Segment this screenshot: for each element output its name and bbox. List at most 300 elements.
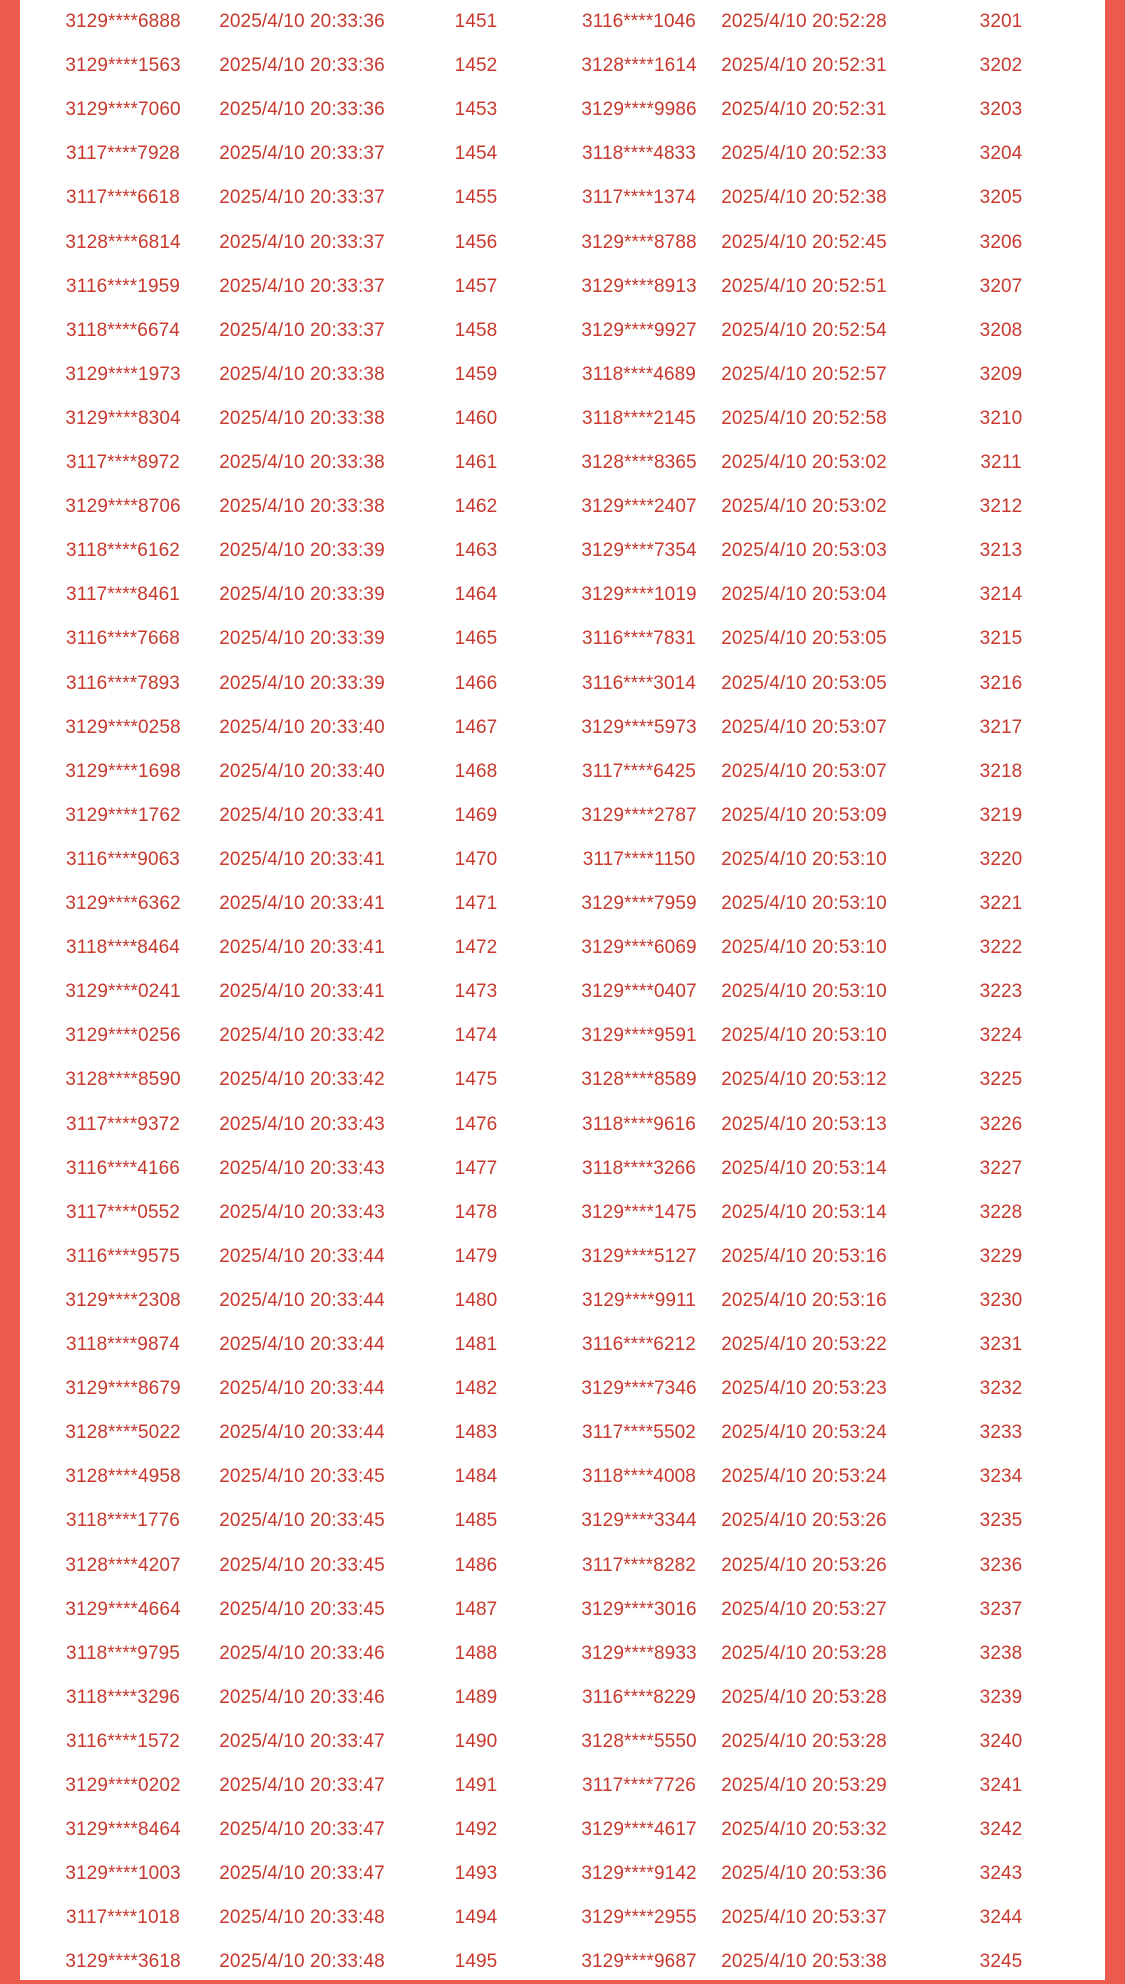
right-timestamp: 2025/4/10 20:52:54 — [721, 319, 887, 341]
left-rank-number: 1456 — [454, 231, 498, 253]
right-rank-number: 3210 — [979, 407, 1023, 429]
right-timestamp: 2025/4/10 20:53:10 — [721, 848, 887, 870]
table-row — [20, 1896, 1105, 1940]
left-masked-id: 3129****8679 — [65, 1378, 181, 1400]
left-rank-number: 1489 — [454, 1686, 498, 1708]
table-row — [20, 44, 1105, 88]
left-masked-id: 3128****6814 — [65, 231, 181, 253]
right-masked-id: 3129****2407 — [581, 496, 697, 518]
left-timestamp: 2025/4/10 20:33:47 — [219, 1730, 385, 1752]
table-row — [20, 1720, 1105, 1764]
left-timestamp: 2025/4/10 20:33:44 — [219, 1334, 385, 1355]
table-row — [20, 1147, 1105, 1191]
left-timestamp: 2025/4/10 20:33:39 — [219, 672, 385, 694]
left-timestamp: 2025/4/10 20:33:36 — [219, 11, 385, 32]
left-timestamp: 2025/4/10 20:33:41 — [219, 893, 385, 914]
right-timestamp: 2025/4/10 20:53:04 — [721, 584, 887, 606]
left-masked-id: 3118****3296 — [66, 1686, 180, 1708]
right-rank-number: 3245 — [979, 1951, 1023, 1973]
table-row — [20, 529, 1105, 573]
right-rank-number: 3239 — [979, 1686, 1023, 1708]
left-rank-number: 1480 — [454, 1289, 498, 1311]
right-rank-number: 3217 — [979, 716, 1023, 738]
right-masked-id: 3118****4008 — [582, 1466, 696, 1488]
right-timestamp: 2025/4/10 20:53:16 — [721, 1245, 887, 1267]
right-rank-number: 3235 — [979, 1510, 1023, 1532]
left-masked-id: 3117****6618 — [66, 187, 180, 209]
table-row — [20, 441, 1105, 485]
table-row — [20, 265, 1105, 309]
right-timestamp: 2025/4/10 20:52:33 — [721, 143, 887, 165]
right-timestamp: 2025/4/10 20:52:51 — [721, 275, 887, 297]
right-rank-number: 3242 — [979, 1819, 1023, 1841]
right-timestamp: 2025/4/10 20:53:13 — [721, 1113, 887, 1135]
right-timestamp: 2025/4/10 20:53:23 — [721, 1378, 887, 1400]
left-timestamp: 2025/4/10 20:33:47 — [219, 1819, 385, 1841]
left-timestamp: 2025/4/10 20:33:41 — [219, 804, 385, 826]
left-rank-number: 1469 — [454, 804, 498, 826]
right-rank-number: 3208 — [979, 319, 1023, 341]
right-timestamp: 2025/4/10 20:53:03 — [721, 540, 887, 562]
right-rank-number: 3227 — [979, 1157, 1023, 1179]
table-row — [20, 1676, 1105, 1720]
right-timestamp: 2025/4/10 20:53:02 — [721, 496, 887, 518]
left-timestamp: 2025/4/10 20:33:43 — [219, 1201, 385, 1223]
left-timestamp: 2025/4/10 20:33:45 — [219, 1510, 385, 1532]
left-timestamp: 2025/4/10 20:33:45 — [219, 1598, 385, 1620]
left-masked-id: 3116****1572 — [66, 1730, 180, 1752]
left-masked-id: 3116****1959 — [66, 275, 180, 297]
right-timestamp: 2025/4/10 20:53:38 — [721, 1951, 887, 1973]
right-masked-id: 3129****7346 — [581, 1378, 697, 1400]
left-masked-id: 3118****9874 — [66, 1334, 180, 1355]
left-masked-id: 3128****4207 — [65, 1554, 181, 1576]
right-rank-number: 3216 — [979, 672, 1023, 694]
left-masked-id: 3116****9063 — [66, 848, 180, 870]
left-timestamp: 2025/4/10 20:33:37 — [219, 275, 385, 297]
table-row — [20, 1808, 1105, 1852]
right-rank-number: 3222 — [979, 937, 1023, 959]
table-row — [20, 132, 1105, 176]
right-rank-number: 3205 — [979, 187, 1023, 209]
right-masked-id: 3129****5973 — [581, 716, 697, 738]
left-timestamp: 2025/4/10 20:33:43 — [219, 1157, 385, 1179]
left-timestamp: 2025/4/10 20:33:48 — [219, 1907, 385, 1929]
left-timestamp: 2025/4/10 20:33:44 — [219, 1245, 385, 1267]
right-masked-id: 3129****9911 — [582, 1289, 696, 1311]
left-masked-id: 3128****4958 — [65, 1466, 181, 1488]
right-masked-id: 3118****4689 — [582, 363, 696, 385]
left-timestamp: 2025/4/10 20:33:43 — [219, 1113, 385, 1135]
right-timestamp: 2025/4/10 20:53:10 — [721, 893, 887, 914]
left-rank-number: 1495 — [454, 1951, 498, 1973]
right-timestamp: 2025/4/10 20:53:36 — [721, 1863, 887, 1885]
table-row — [20, 662, 1105, 706]
right-timestamp: 2025/4/10 20:53:28 — [721, 1686, 887, 1708]
left-masked-id: 3128****8590 — [65, 1069, 181, 1091]
right-masked-id: 3128****8589 — [581, 1069, 697, 1091]
table-row — [20, 1191, 1105, 1235]
table-row — [20, 1235, 1105, 1279]
table-row — [20, 1058, 1105, 1102]
left-timestamp: 2025/4/10 20:33:41 — [219, 848, 385, 870]
right-masked-id: 3117****1374 — [582, 187, 696, 209]
right-masked-id: 3129****3016 — [581, 1598, 697, 1620]
left-timestamp: 2025/4/10 20:33:37 — [219, 187, 385, 209]
left-masked-id: 3129****8464 — [65, 1819, 181, 1841]
right-timestamp: 2025/4/10 20:53:16 — [721, 1289, 887, 1311]
left-masked-id: 3116****9575 — [66, 1245, 180, 1267]
right-rank-number: 3218 — [979, 760, 1023, 782]
left-timestamp: 2025/4/10 20:33:38 — [219, 363, 385, 385]
left-timestamp: 2025/4/10 20:33:38 — [219, 407, 385, 429]
right-timestamp: 2025/4/10 20:53:24 — [721, 1422, 887, 1444]
left-rank-number: 1451 — [454, 11, 498, 32]
right-rank-number: 3240 — [979, 1730, 1023, 1752]
left-masked-id: 3129****6888 — [65, 11, 181, 32]
left-timestamp: 2025/4/10 20:33:46 — [219, 1642, 385, 1664]
right-masked-id: 3116****3014 — [582, 672, 696, 694]
left-masked-id: 3129****3618 — [65, 1951, 181, 1973]
right-rank-number: 3224 — [979, 1025, 1023, 1047]
left-masked-id: 3118****1776 — [66, 1510, 180, 1532]
right-masked-id: 3129****3344 — [581, 1510, 697, 1532]
left-masked-id: 3118****9795 — [66, 1642, 180, 1664]
right-timestamp: 2025/4/10 20:53:24 — [721, 1466, 887, 1488]
left-timestamp: 2025/4/10 20:33:38 — [219, 452, 385, 473]
right-masked-id: 3129****9927 — [581, 319, 697, 341]
right-timestamp: 2025/4/10 20:53:14 — [721, 1201, 887, 1223]
left-timestamp: 2025/4/10 20:33:40 — [219, 760, 385, 782]
table-row — [20, 1588, 1105, 1632]
right-timestamp: 2025/4/10 20:52:31 — [721, 99, 887, 121]
table-row — [20, 1323, 1105, 1367]
right-timestamp: 2025/4/10 20:52:38 — [721, 187, 887, 209]
right-timestamp: 2025/4/10 20:53:32 — [721, 1819, 887, 1841]
right-timestamp: 2025/4/10 20:53:26 — [721, 1510, 887, 1532]
right-rank-number: 3241 — [979, 1775, 1023, 1796]
right-timestamp: 2025/4/10 20:53:37 — [721, 1907, 887, 1929]
table-row — [20, 838, 1105, 882]
left-rank-number: 1465 — [454, 628, 498, 650]
left-rank-number: 1470 — [454, 848, 498, 870]
right-timestamp: 2025/4/10 20:53:28 — [721, 1642, 887, 1664]
table-row — [20, 882, 1105, 926]
left-rank-number: 1493 — [454, 1863, 498, 1885]
table-row — [20, 706, 1105, 750]
right-rank-number: 3223 — [979, 981, 1023, 1003]
left-rank-number: 1453 — [454, 99, 498, 121]
right-masked-id: 3116****1046 — [582, 11, 696, 32]
right-masked-id: 3117****5502 — [582, 1422, 696, 1444]
right-timestamp: 2025/4/10 20:53:26 — [721, 1554, 887, 1576]
left-rank-number: 1488 — [454, 1642, 498, 1664]
left-timestamp: 2025/4/10 20:33:39 — [219, 628, 385, 650]
right-rank-number: 3232 — [979, 1378, 1023, 1400]
table-row — [20, 0, 1105, 44]
right-masked-id: 3116****7831 — [582, 628, 696, 650]
right-masked-id: 3129****1475 — [581, 1201, 697, 1223]
right-rank-number: 3202 — [979, 55, 1023, 77]
left-rank-number: 1475 — [454, 1069, 498, 1091]
table-row — [20, 1367, 1105, 1411]
left-rank-number: 1454 — [454, 143, 498, 165]
table-row — [20, 485, 1105, 529]
table-row — [20, 1499, 1105, 1543]
right-timestamp: 2025/4/10 20:53:09 — [721, 804, 887, 826]
right-rank-number: 3204 — [979, 143, 1023, 165]
right-rank-number: 3236 — [979, 1554, 1023, 1576]
left-rank-number: 1458 — [454, 319, 498, 341]
right-rank-number: 3214 — [979, 584, 1023, 606]
left-rank-number: 1460 — [454, 407, 498, 429]
left-masked-id: 3116****7893 — [66, 672, 180, 694]
right-rank-number: 3221 — [979, 893, 1023, 914]
left-timestamp: 2025/4/10 20:33:42 — [219, 1069, 385, 1091]
left-timestamp: 2025/4/10 20:33:37 — [219, 143, 385, 165]
right-rank-number: 3237 — [979, 1598, 1023, 1620]
right-masked-id: 3129****1019 — [581, 584, 697, 606]
right-timestamp: 2025/4/10 20:53:10 — [721, 937, 887, 959]
right-timestamp: 2025/4/10 20:53:27 — [721, 1598, 887, 1620]
right-masked-id: 3117****8282 — [582, 1554, 696, 1576]
left-masked-id: 3129****0241 — [65, 981, 181, 1003]
results-panel — [20, 0, 1105, 1980]
right-masked-id: 3117****7726 — [582, 1775, 696, 1796]
right-masked-id: 3118****2145 — [582, 407, 696, 429]
right-masked-id: 3118****9616 — [582, 1113, 696, 1135]
table-row — [20, 309, 1105, 353]
right-rank-number: 3213 — [979, 540, 1023, 562]
left-rank-number: 1485 — [454, 1510, 498, 1532]
left-masked-id: 3118****6674 — [66, 319, 180, 341]
table-row — [20, 794, 1105, 838]
table-row — [20, 1852, 1105, 1896]
left-timestamp: 2025/4/10 20:33:45 — [219, 1466, 385, 1488]
right-rank-number: 3206 — [979, 231, 1023, 253]
right-masked-id: 3128****1614 — [581, 55, 697, 77]
table-row — [20, 1455, 1105, 1499]
left-timestamp: 2025/4/10 20:33:42 — [219, 1025, 385, 1047]
table-row — [20, 1764, 1105, 1808]
right-rank-number: 3226 — [979, 1113, 1023, 1135]
left-rank-number: 1486 — [454, 1554, 498, 1576]
left-masked-id: 3129****1698 — [65, 760, 181, 782]
left-rank-number: 1479 — [454, 1245, 498, 1267]
right-rank-number: 3215 — [979, 628, 1023, 650]
left-masked-id: 3129****1563 — [65, 55, 181, 77]
left-masked-id: 3129****6362 — [65, 893, 181, 914]
table-row — [20, 926, 1105, 970]
table-row — [20, 750, 1105, 794]
right-masked-id: 3128****8365 — [581, 452, 697, 473]
right-masked-id: 3129****7959 — [581, 893, 697, 914]
left-timestamp: 2025/4/10 20:33:37 — [219, 319, 385, 341]
right-rank-number: 3228 — [979, 1201, 1023, 1223]
left-timestamp: 2025/4/10 20:33:36 — [219, 99, 385, 121]
table-row — [20, 1940, 1105, 1984]
left-rank-number: 1467 — [454, 716, 498, 738]
right-timestamp: 2025/4/10 20:53:22 — [721, 1334, 887, 1355]
left-rank-number: 1487 — [454, 1598, 498, 1620]
right-timestamp: 2025/4/10 20:52:28 — [721, 11, 887, 32]
left-rank-number: 1463 — [454, 540, 498, 562]
left-masked-id: 3129****1003 — [65, 1863, 181, 1885]
right-masked-id: 3129****2787 — [581, 804, 697, 826]
right-masked-id: 3118****3266 — [582, 1157, 696, 1179]
right-timestamp: 2025/4/10 20:53:05 — [721, 672, 887, 694]
right-timestamp: 2025/4/10 20:53:10 — [721, 981, 887, 1003]
right-masked-id: 3129****0407 — [581, 981, 697, 1003]
right-masked-id: 3129****8913 — [581, 275, 697, 297]
left-rank-number: 1468 — [454, 760, 498, 782]
left-masked-id: 3129****8304 — [65, 407, 181, 429]
left-rank-number: 1472 — [454, 937, 498, 959]
left-timestamp: 2025/4/10 20:33:40 — [219, 716, 385, 738]
left-timestamp: 2025/4/10 20:33:44 — [219, 1378, 385, 1400]
table-row — [20, 1411, 1105, 1455]
left-rank-number: 1476 — [454, 1113, 498, 1135]
left-masked-id: 3118****8464 — [66, 937, 180, 959]
table-row — [20, 88, 1105, 132]
table-row — [20, 970, 1105, 1014]
left-timestamp: 2025/4/10 20:33:39 — [219, 584, 385, 606]
right-masked-id: 3117****6425 — [582, 760, 696, 782]
right-rank-number: 3219 — [979, 804, 1023, 826]
right-masked-id: 3116****8229 — [582, 1686, 696, 1708]
left-masked-id: 3129****7060 — [65, 99, 181, 121]
right-rank-number: 3209 — [979, 363, 1023, 385]
left-rank-number: 1491 — [454, 1775, 498, 1796]
right-masked-id: 3129****6069 — [581, 937, 697, 959]
left-rank-number: 1494 — [454, 1907, 498, 1929]
left-masked-id: 3117****0552 — [66, 1201, 180, 1223]
right-masked-id: 3129****9986 — [581, 99, 697, 121]
left-rank-number: 1478 — [454, 1201, 498, 1223]
left-masked-id: 3116****4166 — [66, 1157, 180, 1179]
left-rank-number: 1484 — [454, 1466, 498, 1488]
left-rank-number: 1483 — [454, 1422, 498, 1444]
right-rank-number: 3230 — [979, 1289, 1023, 1311]
left-rank-number: 1481 — [454, 1334, 498, 1355]
table-row — [20, 1632, 1105, 1676]
table-row — [20, 176, 1105, 220]
left-timestamp: 2025/4/10 20:33:39 — [219, 540, 385, 562]
right-masked-id: 3116****6212 — [582, 1334, 696, 1355]
left-timestamp: 2025/4/10 20:33:48 — [219, 1951, 385, 1973]
left-timestamp: 2025/4/10 20:33:44 — [219, 1422, 385, 1444]
left-rank-number: 1459 — [454, 363, 498, 385]
right-timestamp: 2025/4/10 20:53:05 — [721, 628, 887, 650]
right-masked-id: 3128****5550 — [581, 1730, 697, 1752]
right-masked-id: 3129****8933 — [581, 1642, 697, 1664]
right-rank-number: 3211 — [980, 452, 1022, 473]
left-rank-number: 1477 — [454, 1157, 498, 1179]
left-timestamp: 2025/4/10 20:33:44 — [219, 1289, 385, 1311]
left-masked-id: 3118****6162 — [66, 540, 180, 562]
table-row — [20, 1544, 1105, 1588]
left-masked-id: 3129****0256 — [65, 1025, 181, 1047]
left-rank-number: 1474 — [454, 1025, 498, 1047]
left-timestamp: 2025/4/10 20:33:37 — [219, 231, 385, 253]
left-timestamp: 2025/4/10 20:33:38 — [219, 496, 385, 518]
table-row — [20, 1279, 1105, 1323]
right-timestamp: 2025/4/10 20:53:29 — [721, 1775, 887, 1796]
left-masked-id: 3129****2308 — [65, 1289, 181, 1311]
right-timestamp: 2025/4/10 20:53:07 — [721, 716, 887, 738]
right-timestamp: 2025/4/10 20:52:58 — [721, 407, 887, 429]
right-timestamp: 2025/4/10 20:52:31 — [721, 55, 887, 77]
right-rank-number: 3244 — [979, 1907, 1023, 1929]
left-rank-number: 1473 — [454, 981, 498, 1003]
right-rank-number: 3238 — [979, 1642, 1023, 1664]
left-rank-number: 1455 — [454, 187, 498, 209]
left-masked-id: 3128****5022 — [65, 1422, 181, 1444]
right-rank-number: 3234 — [979, 1466, 1023, 1488]
right-masked-id: 3117****1150 — [582, 848, 696, 870]
left-masked-id: 3117****1018 — [66, 1907, 180, 1929]
right-rank-number: 3220 — [979, 848, 1023, 870]
left-rank-number: 1490 — [454, 1730, 498, 1752]
right-timestamp: 2025/4/10 20:53:10 — [721, 1025, 887, 1047]
left-rank-number: 1462 — [454, 496, 498, 518]
left-masked-id: 3117****9372 — [66, 1113, 180, 1135]
left-masked-id: 3129****1762 — [65, 804, 181, 826]
left-rank-number: 1471 — [454, 893, 498, 914]
left-masked-id: 3129****4664 — [65, 1598, 181, 1620]
table-row — [20, 221, 1105, 265]
right-masked-id: 3129****2955 — [581, 1907, 697, 1929]
right-masked-id: 3129****4617 — [581, 1819, 697, 1841]
right-timestamp: 2025/4/10 20:52:45 — [721, 231, 887, 253]
left-rank-number: 1482 — [454, 1378, 498, 1400]
left-rank-number: 1452 — [454, 55, 498, 77]
right-rank-number: 3233 — [979, 1422, 1023, 1444]
left-masked-id: 3129****0202 — [65, 1775, 181, 1796]
left-rank-number: 1464 — [454, 584, 498, 606]
left-rank-number: 1461 — [454, 452, 498, 473]
left-masked-id: 3129****1973 — [65, 363, 181, 385]
left-timestamp: 2025/4/10 20:33:41 — [219, 937, 385, 959]
table-row — [20, 397, 1105, 441]
right-masked-id: 3129****9687 — [581, 1951, 697, 1973]
left-masked-id: 3117****7928 — [66, 143, 180, 165]
right-timestamp: 2025/4/10 20:52:57 — [721, 363, 887, 385]
right-timestamp: 2025/4/10 20:53:28 — [721, 1730, 887, 1752]
left-masked-id: 3129****8706 — [65, 496, 181, 518]
right-rank-number: 3231 — [979, 1334, 1023, 1355]
right-masked-id: 3129****7354 — [581, 540, 697, 562]
right-rank-number: 3203 — [979, 99, 1023, 121]
left-rank-number: 1466 — [454, 672, 498, 694]
left-timestamp: 2025/4/10 20:33:47 — [219, 1863, 385, 1885]
right-timestamp: 2025/4/10 20:53:02 — [721, 452, 887, 473]
right-masked-id: 3118****4833 — [582, 143, 696, 165]
right-masked-id: 3129****8788 — [581, 231, 697, 253]
right-rank-number: 3229 — [979, 1245, 1023, 1267]
right-rank-number: 3207 — [979, 275, 1023, 297]
table-row — [20, 1014, 1105, 1058]
left-masked-id: 3116****7668 — [66, 628, 180, 650]
right-masked-id: 3129****5127 — [581, 1245, 697, 1267]
left-timestamp: 2025/4/10 20:33:46 — [219, 1686, 385, 1708]
left-timestamp: 2025/4/10 20:33:41 — [219, 981, 385, 1003]
left-rank-number: 1492 — [454, 1819, 498, 1841]
left-timestamp: 2025/4/10 20:33:36 — [219, 55, 385, 77]
left-rank-number: 1457 — [454, 275, 498, 297]
table-row — [20, 573, 1105, 617]
table-row — [20, 1103, 1105, 1147]
